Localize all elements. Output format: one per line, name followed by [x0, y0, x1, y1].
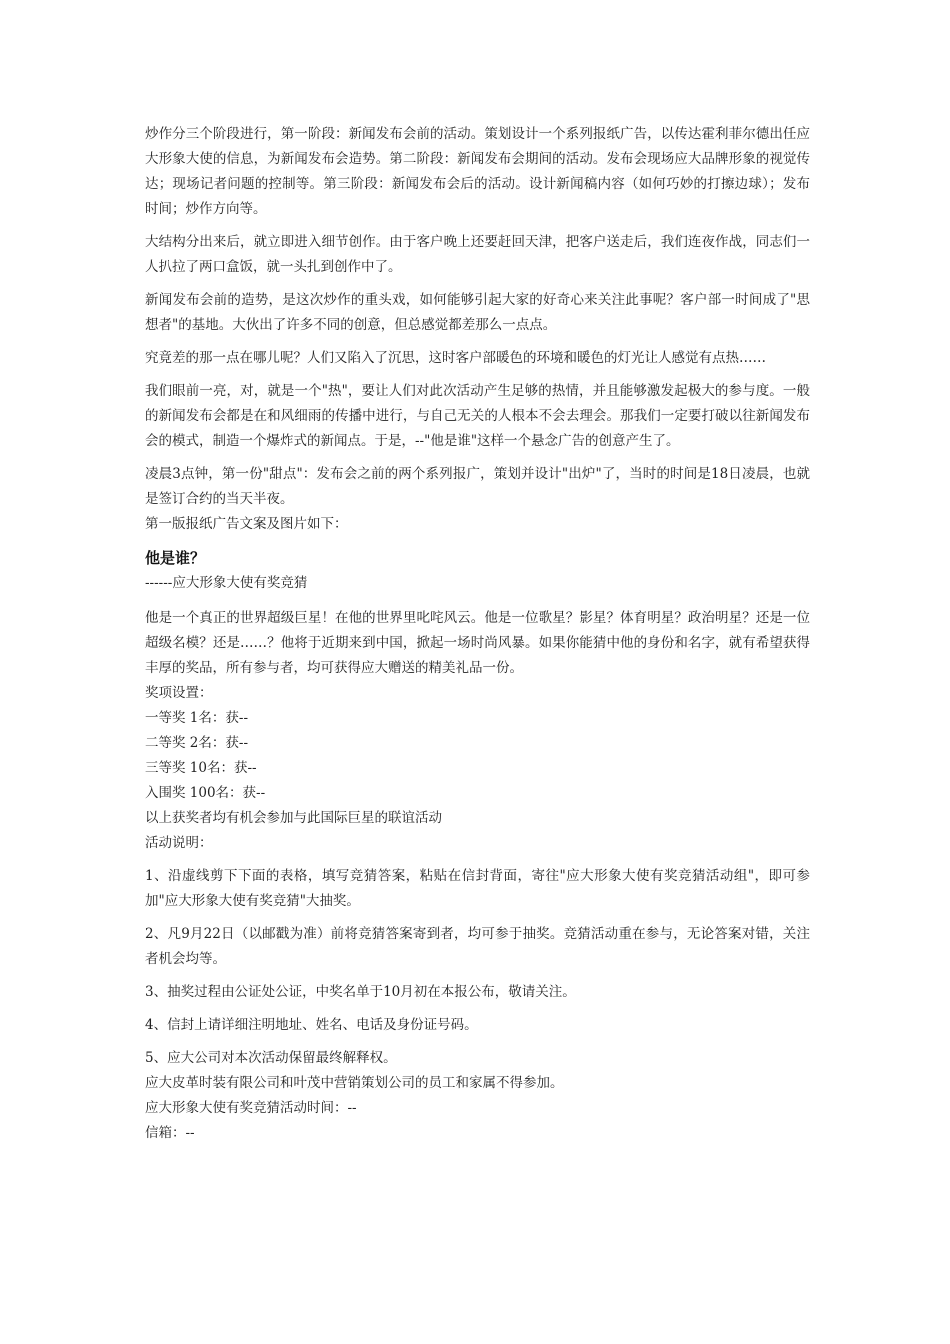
- paragraph-3: 新闻发布会前的造势，是这次炒作的重头戏，如何能够引起大家的好奇心来关注此事呢？客户部一时间成了"思想者"的基地。大伙出了许多不同的创意，但总感觉都差那么一点点。: [145, 292, 810, 333]
- prize-item-3: 三等奖 10名：获--: [145, 760, 257, 776]
- rules-heading: 活动说明：: [145, 835, 213, 851]
- mailbox-line: 信箱：--: [145, 1125, 195, 1141]
- paragraph-2: 大结构分出来后，就立即进入细节创作。由于客户晚上还要赶回天津，把客户送走后，我们连夜作战，同志们一人扒拉了两口盒饭，就一头扎到创作中了。: [145, 234, 810, 275]
- activity-time-line: 应大形象大使有奖竞猜活动时间：--: [145, 1100, 357, 1116]
- paragraph-6: 凌晨3点钟，第一份"甜点"：发布会之前的两个系列报广，策划并设计"出炉"了，当时的时间是18日凌晨，也就是签订合约的当天半夜。: [145, 466, 810, 507]
- prize-item-1: 一等奖 1名：获--: [145, 710, 249, 726]
- rule-item-3: 3、抽奖过程由公证处公证，中奖名单于10月初在本报公布，敬请关注。: [145, 984, 576, 1000]
- paragraph-5: 我们眼前一亮，对，就是一个"热"，要让人们对此次活动产生足够的热情，并且能够激发起极大的参与度。一般的新闻发布会都是在和风细雨的传播中进行，与自己无关的人根本不会去理会。那我们一定要打破以往新闻发布会的模式，制造一个爆炸式的新闻点。于是，--"他是谁"这样一个悬念广告的创意产生了。: [145, 383, 810, 449]
- ad-title: 他是谁？: [145, 549, 206, 567]
- exclusion-note: 应大皮革时装有限公司和叶茂中营销策划公司的员工和家属不得参加。: [145, 1075, 564, 1091]
- prize-item-4: 入围奖 100名：获--: [145, 785, 266, 801]
- intro-line: 第一版报纸广告文案及图片如下：: [145, 516, 348, 532]
- ad-subtitle: ------应大形象大使有奖竞猜: [145, 575, 308, 591]
- prizes-heading: 奖项设置：: [145, 685, 213, 701]
- document-page: [145, 122, 810, 1146]
- rule-item-1: 1、沿虚线剪下下面的表格，填写竞猜答案，粘贴在信封背面，寄往"应大形象大使有奖竞猜活动组"，即可参加"应大形象大使有奖竞猜"大抽奖。: [145, 868, 810, 909]
- rule-item-5: 5、应大公司对本次活动保留最终解释权。: [145, 1050, 397, 1066]
- paragraph-1: 炒作分三个阶段进行，第一阶段：新闻发布会前的活动。策划设计一个系列报纸广告，以传达霍利菲尔德出任应大形象大使的信息，为新闻发布会造势。第二阶段：新闻发布会期间的活动。发布会现场应大品牌形象的视觉传达；现场记者问题的控制等。第三阶段：新闻发布会后的活动。设计新闻稿内容（如何巧妙的打擦边球）；发布时间；炒作方向等。: [145, 126, 810, 217]
- paragraph-4: 究竟差的那一点在哪儿呢？人们又陷入了沉思，这时客户部暖色的环境和暖色的灯光让人感觉有点热……: [145, 350, 766, 366]
- prize-item-2: 二等奖 2名：获--: [145, 735, 249, 751]
- rule-item-4: 4、信封上请详细注明地址、姓名、电话及身份证号码。: [145, 1017, 478, 1033]
- rule-item-2: 2、凡9月22日（以邮戳为准）前将竞猜答案寄到者，均可参于抽奖。竞猜活动重在参与，无论答案对错，关注者机会均等。: [145, 926, 810, 967]
- ad-body: 他是一个真正的世界超级巨星！在他的世界里叱咤风云。他是一位歌星？影星？体育明星？政治明星？还是一位超级名模？还是……？他将于近期来到中国，掀起一场时尚风暴。如果你能猜中他的身份和名字，就有希望获得丰厚的奖品，所有参与者，均可获得应大赠送的精美礼品一份。: [145, 610, 810, 676]
- winners-note: 以上获奖者均有机会参加与此国际巨星的联谊活动: [145, 810, 442, 826]
